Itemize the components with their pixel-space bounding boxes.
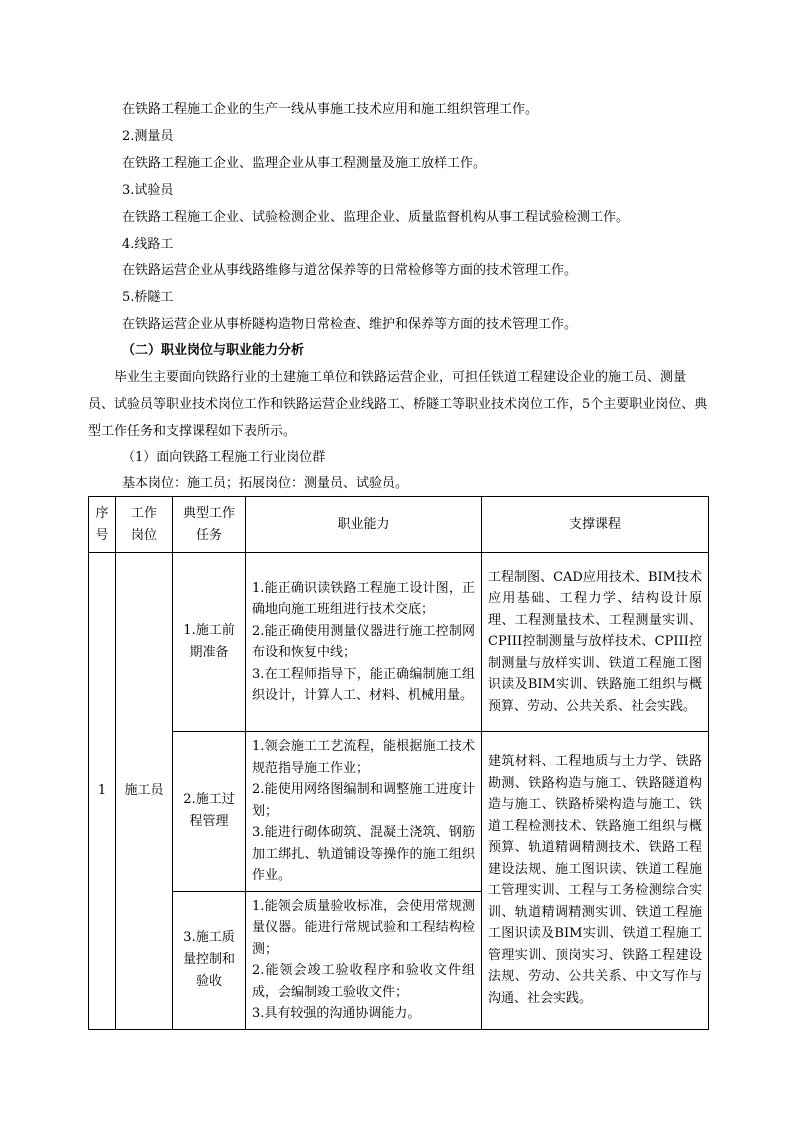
item-4-title: 4.线路工: [122, 237, 174, 252]
ability-cell: 1.能领会质量验收标准，会使用常规测量仪器。能进行常规试验和工程结构检测； 2.能领会竣工验收程序和验收文件组成，会编制竣工验收文件； 3.具有较强的沟通协调能力。: [246, 891, 482, 1029]
item-2-title: 2.测量员: [122, 129, 174, 144]
row-number: 1: [89, 553, 116, 1030]
position-table: [88, 496, 709, 1030]
header-course: 支撑课程: [482, 497, 709, 553]
header-ability: 职业能力: [246, 497, 482, 553]
table-header-row: [89, 497, 709, 553]
item-3-desc: 在铁路工程施工企业、试验检测企业、监理企业、质量监督机构从事工程试验检测工作。: [122, 210, 630, 225]
course-cell: 建筑材料、工程地质与土力学、铁路勘测、铁路构造与施工、铁路隧道构造与施工、铁路桥梁构造与施工、铁道工程检测技术、铁路施工组织与概预算、轨道精调精测技术、铁路工程建设法规、施工图识读、铁道工程施工管理实训、工程与工务检测综合实训、轨道精调精测实训、铁道工程施工图识读及BIM实训、铁道工程施工管理实训、顶岗实习、铁路工程建设法规、劳动、公共关系、中文写作与沟通、社会实践。: [482, 732, 709, 1030]
subheading: （1）面向铁路工程施工行业岗位群: [122, 450, 326, 465]
intro-line-1: 在铁路工程施工企业的生产一线从事施工技术应用和施工组织管理工作。: [122, 102, 539, 117]
ability-cell: 1.能正确识读铁路工程施工设计图，正确地向施工班组进行技术交底； 2.能正确使用测量仪器进行施工控制网布设和恢复中线； 3.在工程师指导下，能正确编制施工组织设计，计算人工、材料、机械用量。: [246, 553, 482, 732]
item-5-desc: 在铁路运营企业从事桥隧构造物日常检查、维护和保养等方面的技术管理工作。: [122, 317, 578, 332]
post-name: 施工员: [116, 553, 173, 1030]
header-post: 工作岗位: [116, 497, 173, 553]
item-5-title: 5.桥隧工: [122, 290, 174, 305]
header-task: 典型工作任务: [173, 497, 246, 553]
task-name: 1.施工前期准备: [173, 553, 246, 732]
table-row: [89, 732, 709, 892]
item-2-desc: 在铁路工程施工企业、监理企业从事工程测量及施工放样工作。: [122, 156, 487, 171]
table-row: [89, 553, 709, 732]
task-name: 2.施工过程管理: [173, 732, 246, 892]
basic-roles: 基本岗位：施工员；拓展岗位：测量员、试验员。: [122, 476, 409, 491]
item-4-desc: 在铁路运营企业从事线路维修与道岔保养等的日常检修等方面的技术管理工作。: [122, 263, 578, 278]
ability-cell: 1.领会施工工艺流程，能根据施工技术规范指导施工作业； 2.能使用网络图编制和调整施工进度计划； 3.能进行砌体砌筑、混凝土浇筑、钢筋加工绑扎、轨道铺设等操作的施工组织作业。: [246, 732, 482, 892]
header-no: 序号: [89, 497, 116, 553]
course-cell: 工程制图、CAD应用技术、BIM技术应用基础、工程力学、结构设计原理、工程测量技术、工程测量实训、CPIII控制测量与放样技术、CPIII控制测量与放样实训、铁道工程施工图识读及BIM实训、铁路施工组织与概预算、劳动、公共关系、社会实践。: [482, 553, 709, 732]
section-paragraph: 毕业生主要面向铁路行业的土建施工单位和铁路运营企业，可担任铁道工程建设企业的施工员、测量员、试验员等职业技术岗位工作和铁路运营企业线路工、桥隧工等职业技术岗位工作，5个主要职业岗位、典型工作任务和支撑课程如下表所示。: [88, 370, 708, 439]
section-heading: （二）职业岗位与职业能力分析: [122, 343, 305, 358]
task-name: 3.施工质量控制和验收: [173, 891, 246, 1029]
item-3-title: 3.试验员: [122, 183, 174, 198]
